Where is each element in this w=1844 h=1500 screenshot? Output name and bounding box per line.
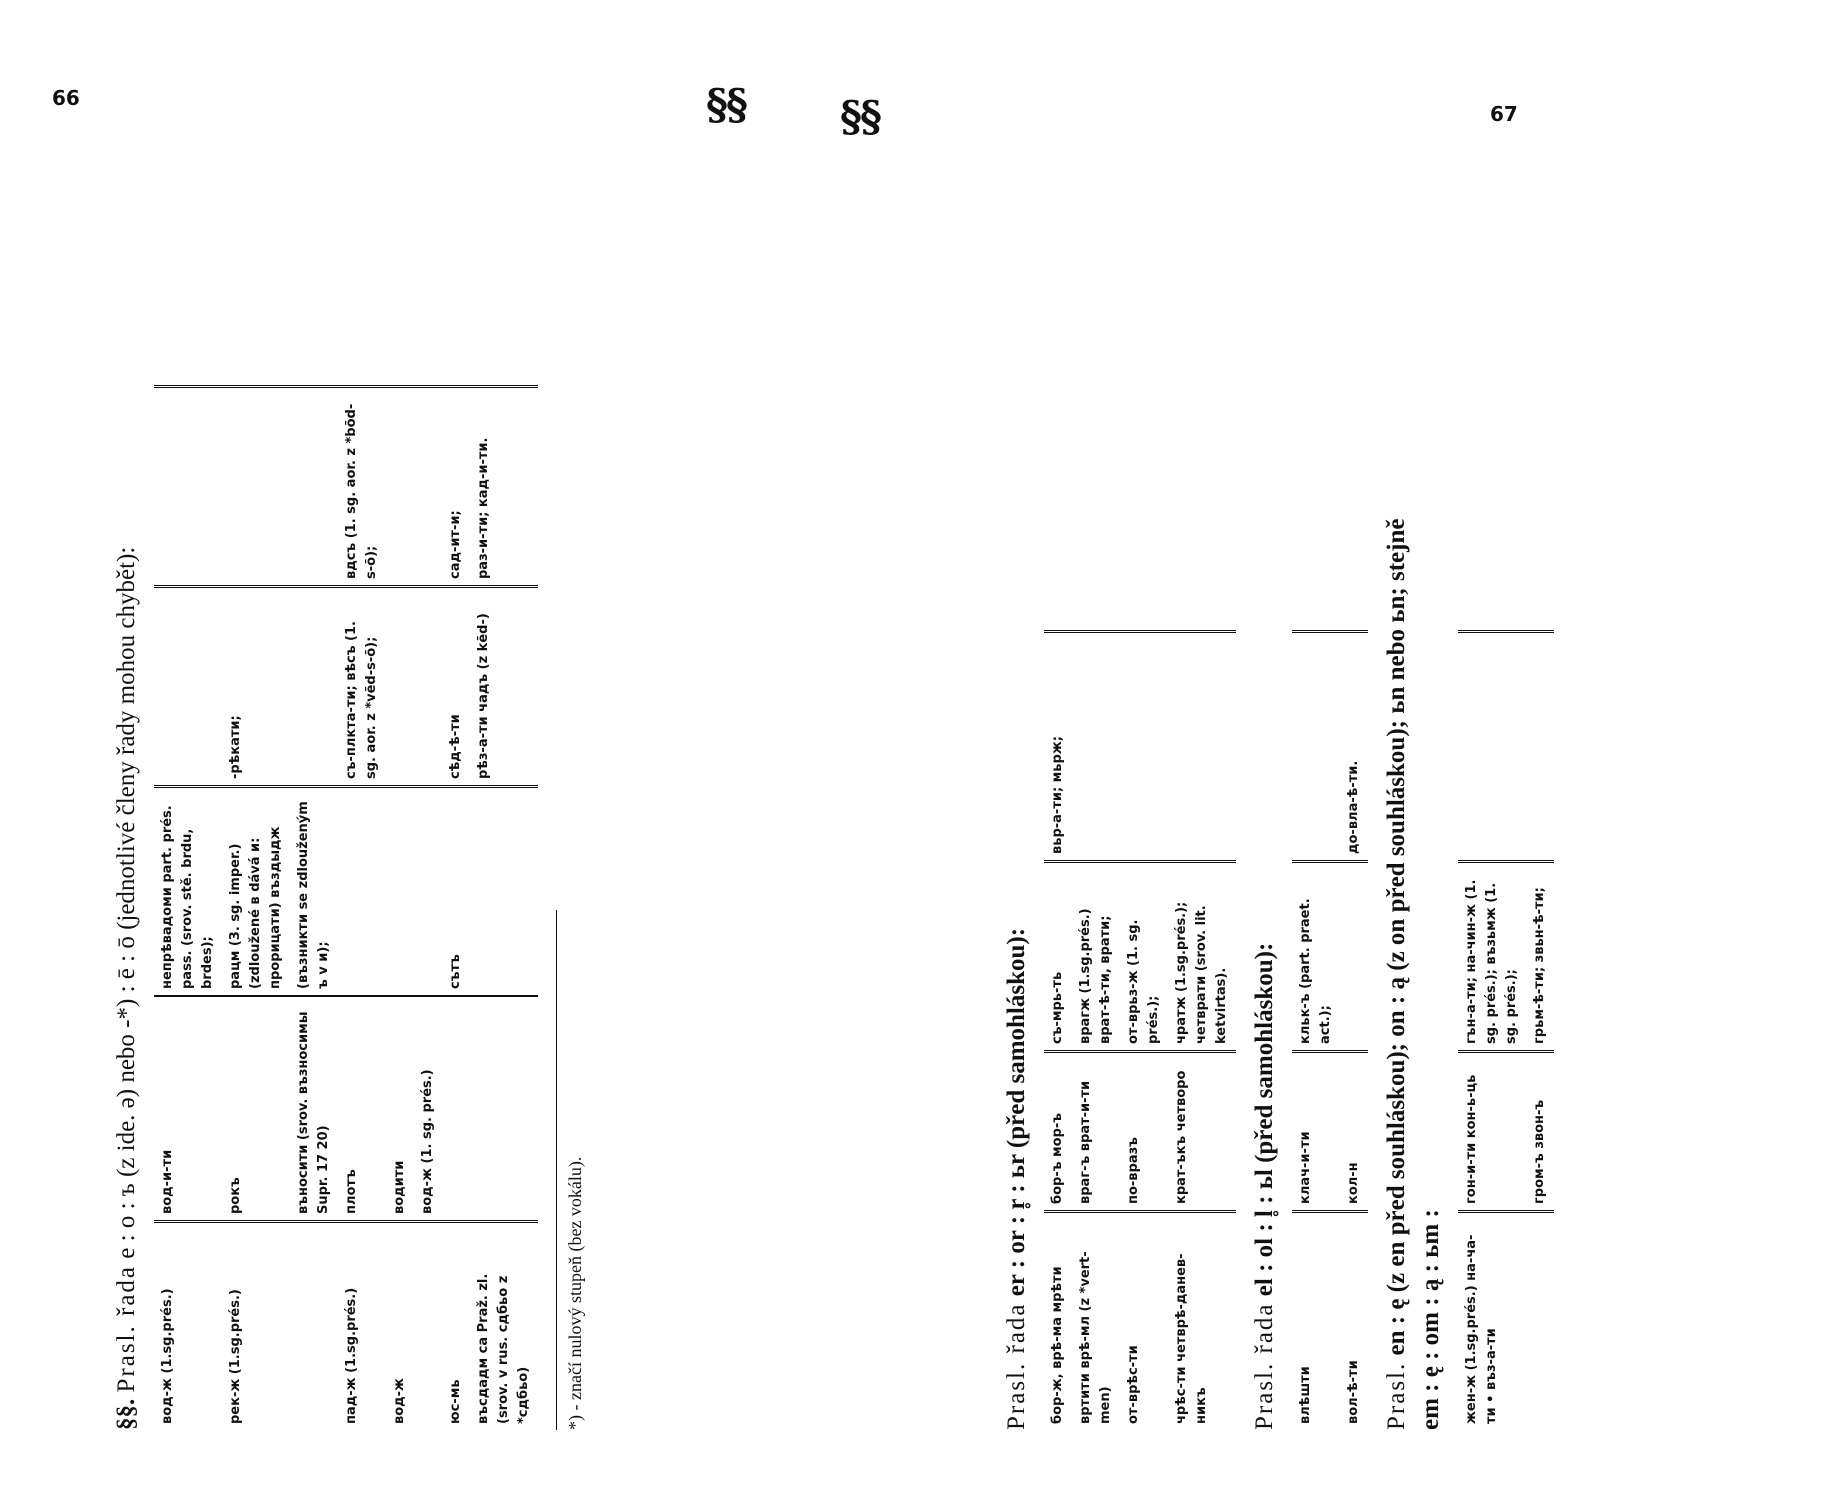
table-cell <box>222 145 290 385</box>
table-cell: гън-а-ти; на-чин-ж (1. sg. prés.); възьмж (1. sg. prés.); <box>1458 860 1526 1050</box>
table-cell <box>1458 380 1526 630</box>
table-cell <box>338 785 386 995</box>
table-cell <box>1292 630 1340 860</box>
section-heading: §§. Prasl. řada e : o : ъ (z ide. ə) nebo -*) : ē : ō (jednotlivé členy řady mohou chybět): <box>113 546 140 1430</box>
table-cell: вод-ж (1.sg.prés.) <box>154 1220 222 1430</box>
table-cell <box>1072 630 1120 860</box>
table-cell <box>386 785 414 995</box>
table-cell: грьм-ѣ-ти; звьн-ѣ-ти; <box>1526 860 1554 1050</box>
gradation-table <box>154 110 538 1430</box>
table-cell: по-вразъ <box>1120 1050 1168 1210</box>
table-cell <box>1044 380 1072 630</box>
er-table <box>1044 110 1236 1430</box>
table-cell: гром-ъ звон-ъ <box>1526 1050 1554 1210</box>
table-cell: водити <box>386 995 414 1220</box>
table-cell <box>1526 1210 1554 1430</box>
table-cell: до-вла-ѣ-ти. <box>1340 630 1368 860</box>
table-cell: кльк-ъ (part. praet. act.); <box>1292 860 1340 1050</box>
table-cell: от-врѣс-ти <box>1120 1210 1168 1430</box>
table-cell: рѣз-а-ти чадъ (z kēd-) <box>470 585 538 785</box>
section-liquid-nasal-gradation <box>1000 110 1800 1430</box>
table-cell <box>1120 630 1168 860</box>
page-number-right: 67 <box>1490 102 1518 126</box>
footnote: *) - značí nulový stupeň (bez vokálu). <box>556 910 586 1430</box>
table-cell <box>414 785 442 995</box>
table-cell <box>290 145 338 385</box>
section-mark-left: §§ <box>706 80 746 129</box>
table-cell: непрѣвадоми part. prés. pass. (srov. stě. brdu, brdes); <box>154 785 222 995</box>
table-cell: кол-н <box>1340 1050 1368 1210</box>
table-cell <box>1340 380 1368 630</box>
table-cell <box>290 585 338 785</box>
table-cell <box>1168 630 1236 860</box>
el-table <box>1292 110 1368 1430</box>
table-cell: сътъ <box>442 785 470 995</box>
table-cell: юс-мь <box>442 1220 470 1430</box>
table-cell: вьр-а-ти; мьрж; <box>1044 630 1072 860</box>
table-cell: бор-ж, врѣ-ма мрѣти <box>1044 1210 1072 1430</box>
section-mark-right: §§ <box>840 92 880 141</box>
table-cell: вол-ѣ-ти <box>1340 1210 1368 1430</box>
table-cell: бор-ъ мор-ъ <box>1044 1050 1072 1210</box>
table-cell: (възникти se zdlouženým ъ v и); <box>290 785 338 995</box>
table-cell <box>470 785 538 995</box>
table-cell: чратж (1.sg.prés.); четврати (srov. lit. ketvirtas). <box>1168 860 1236 1050</box>
table-cell <box>338 145 386 385</box>
table-cell <box>386 585 414 785</box>
table-cell <box>414 145 442 385</box>
table-cell <box>154 585 222 785</box>
table-cell <box>470 145 538 385</box>
table-cell <box>222 385 290 585</box>
table-cell: крат-ъкъ четворо <box>1168 1050 1236 1210</box>
table-cell: вдсъ (1. sg. aor. z *bōd-s-ō); <box>338 385 386 585</box>
table-cell <box>1526 630 1554 860</box>
table-cell: вод-ж <box>386 1220 414 1430</box>
page-number-left: 66 <box>52 86 80 110</box>
section-vowel-gradation <box>110 110 870 1430</box>
en-table <box>1458 110 1554 1430</box>
table-cell: въносити (srov. възносимы Supr. 17 20) <box>290 995 338 1220</box>
section-heading-el: Prasl. řada el : ol : l̥ : ьl (před samohláskou): <box>1251 942 1278 1430</box>
table-cell <box>1340 860 1368 1050</box>
table-cell: съ-плкта-ти; вѣсъ (1. sg. aor. z *vēd-s-ō); <box>338 585 386 785</box>
table-cell: сад-ит-и; <box>442 385 470 585</box>
table-cell: рацм (3. sg. imper.) (zdloužené в dává и: прорицати) въздыдж <box>222 785 290 995</box>
table-cell: гон-и-ти кон-ь-ць <box>1458 1050 1526 1210</box>
section-heading-er: Prasl. řada er : or : r̥ : ьr (před samohláskou): <box>1003 927 1030 1430</box>
table-cell: рокъ <box>222 995 290 1220</box>
table-cell <box>442 145 470 385</box>
table-cell <box>1168 380 1236 630</box>
table-cell <box>414 385 442 585</box>
table-cell: от-врьз-ж (1. sg. prés.); <box>1120 860 1168 1050</box>
table-cell <box>1072 380 1120 630</box>
table-cell: вод-и-ти <box>154 995 222 1220</box>
table-cell <box>442 995 470 1220</box>
table-cell: пад-ж (1.sg.prés.) <box>338 1220 386 1430</box>
table-cell <box>1458 630 1526 860</box>
section-heading-en: Prasl. en : ę (z en před souhláskou); on : ą (z on před souhláskou); ьn nebo ьn; stejně em : ę : om : ą : ьm : <box>1383 518 1444 1430</box>
table-cell <box>414 1220 442 1430</box>
table-cell: вртити врѣ-мл (z *vert-men) <box>1072 1210 1120 1430</box>
table-cell <box>154 385 222 585</box>
table-cell: въсдадм са Praž. zl. (srov. v rus. сдбьо z *сдбьо) <box>470 1220 538 1430</box>
table-cell <box>1526 380 1554 630</box>
table-cell: чрѣс-ти четврѣ-данев-никъ <box>1168 1210 1236 1430</box>
table-cell: -рѣкати; <box>222 585 290 785</box>
table-cell: сѣд-ѣ-ти <box>442 585 470 785</box>
table-cell: плотъ <box>338 995 386 1220</box>
table-cell <box>470 995 538 1220</box>
table-cell: вод-ж (1. sg. prés.) <box>414 995 442 1220</box>
table-cell <box>386 145 414 385</box>
table-cell: врагж (1.sg.prés.) врат-ѣ-ти, врати; <box>1072 860 1120 1050</box>
table-cell <box>154 145 222 385</box>
table-cell <box>414 585 442 785</box>
table-cell <box>290 1220 338 1430</box>
table-cell: рек-ж (1.sg.prés.) <box>222 1220 290 1430</box>
table-cell: клач-и-ти <box>1292 1050 1340 1210</box>
table-cell <box>386 385 414 585</box>
table-cell <box>1292 380 1340 630</box>
table-cell <box>290 385 338 585</box>
table-cell: раз-и-ти; кад-и-ти. <box>470 385 538 585</box>
table-cell: влѣшти <box>1292 1210 1340 1430</box>
table-cell: съ-мрь-ть <box>1044 860 1072 1050</box>
table-cell: враг-ъ врат-и-ти <box>1072 1050 1120 1210</box>
table-cell <box>1120 380 1168 630</box>
table-cell: жен-ж (1.sg.prés.) на-ча-ти • въз-а-ти <box>1458 1210 1526 1430</box>
